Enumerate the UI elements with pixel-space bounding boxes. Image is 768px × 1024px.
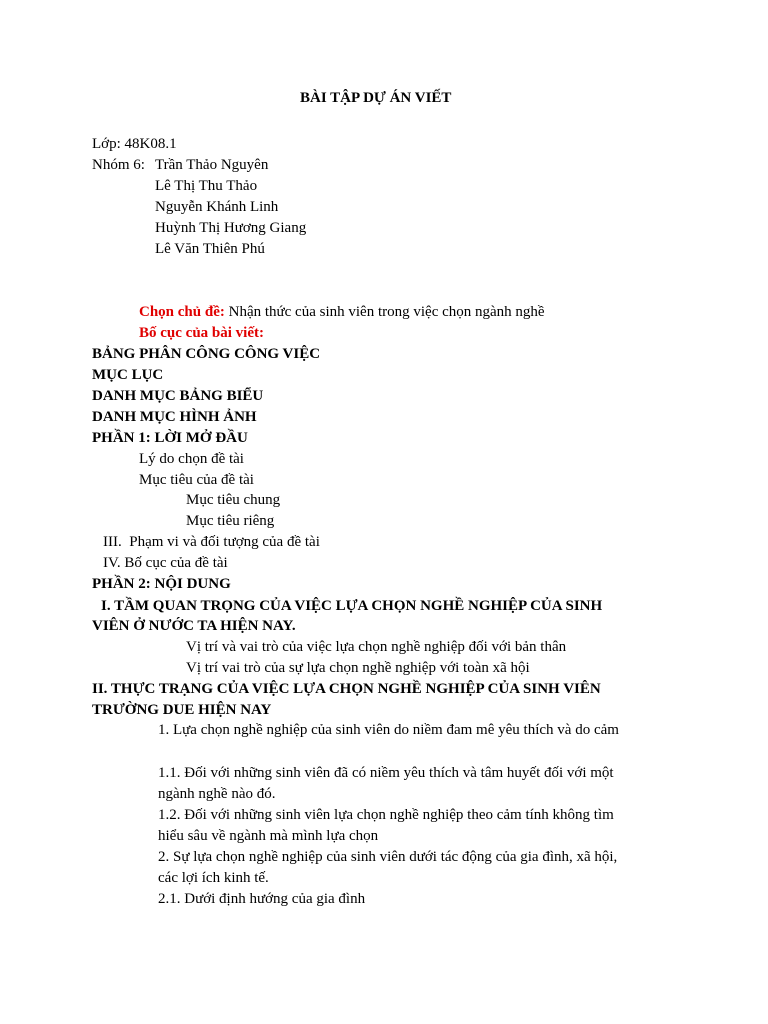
part2-item-1-1-line2: ngành nghề nào đó. (158, 786, 276, 802)
part1-general-objective: Mục tiêu chung (186, 492, 281, 508)
part2-section2-line2: TRƯỜNG DUE HIỆN NAY (92, 702, 272, 718)
part1-objectives: Mục tiêu của đề tài (139, 472, 254, 488)
topic-label: Chọn chủ đề: (139, 304, 225, 320)
layout-heading: Bố cục của bài viết: (139, 325, 264, 341)
document-title: BÀI TẬP DỰ ÁN VIẾT (300, 90, 452, 106)
part2-item-1-2-line2: hiểu sâu về ngành mà mình lựa chọn (158, 828, 379, 844)
part2-section1-line1: I. TẦM QUAN TRỌNG CỦA VIỆC LỰA CHỌN NGHỀ NGHIỆP CỦA SINH (101, 598, 603, 614)
group-member: Lê Thị Thu Thảo (155, 178, 258, 194)
part1-heading: PHẦN 1: LỜI MỞ ĐẦU (92, 430, 248, 446)
part1-reason: Lý do chọn đề tài (139, 451, 244, 467)
group-member: Nguyễn Khánh Linh (155, 199, 279, 215)
part1-structure-text: Bố cục của đề tài (124, 555, 228, 571)
group-member: Huỳnh Thị Hương Giang (155, 220, 307, 236)
part2-heading: PHẦN 2: NỘI DUNG (92, 576, 231, 592)
part2-section1-line2: VIÊN Ở NƯỚC TA HIỆN NAY. (92, 618, 296, 634)
part1-scope-number: III. (103, 534, 122, 550)
part2-item-2-line1: 2. Sự lựa chọn nghề nghiệp của sinh viên dưới tác động của gia đình, xã hội, (158, 849, 618, 865)
part2-section1-item1: Vị trí và vai trò của việc lựa chọn nghề nghiệp đối với bản thân (186, 639, 567, 655)
part2-section2-line1: II. THỰC TRẠNG CỦA VIỆC LỰA CHỌN NGHỀ NGHIỆP CỦA SINH VIÊN (92, 681, 601, 697)
group-label: Nhóm 6: (92, 157, 145, 173)
part1-structure-number: IV. (103, 555, 121, 571)
outline-toc: MỤC LỤC (92, 367, 164, 383)
class-line: Lớp: 48K08.1 (92, 136, 177, 152)
topic-text: Nhận thức của sinh viên trong việc chọn ngành nghề (228, 304, 545, 320)
part1-structure (103, 553, 228, 573)
group-member: Trần Thảo Nguyên (155, 157, 269, 173)
part2-item-1: 1. Lựa chọn nghề nghiệp của sinh viên do niềm đam mê yêu thích và do cảm (158, 722, 619, 738)
part1-scope-text: Phạm vi và đối tượng của đề tài (129, 534, 320, 550)
group-member: Lê Văn Thiên Phú (155, 241, 265, 257)
part2-item-2-1: 2.1. Dưới định hướng của gia đình (158, 891, 366, 907)
part2-item-2-line2: các lợi ích kinh tế. (158, 870, 269, 886)
topic-line (139, 302, 545, 322)
part2-item-1-1-line1: 1.1. Đối với những sinh viên đã có niềm yêu thích và tâm huyết đối với một (158, 765, 614, 781)
outline-list-tables: DANH MỤC BẢNG BIỂU (92, 388, 264, 404)
part1-scope (103, 532, 320, 552)
part2-item-1-2-line1: 1.2. Đối với những sinh viên lựa chọn nghề nghiệp theo cảm tính không tìm (158, 807, 614, 823)
outline-assignment-table: BẢNG PHÂN CÔNG CÔNG VIỆC (92, 346, 321, 362)
part2-section1-item2: Vị trí vai trò của sự lựa chọn nghề nghiệp với toàn xã hội (186, 660, 530, 676)
part1-specific-objective: Mục tiêu riêng (186, 513, 275, 529)
outline-list-figures: DANH MỤC HÌNH ẢNH (92, 409, 257, 425)
